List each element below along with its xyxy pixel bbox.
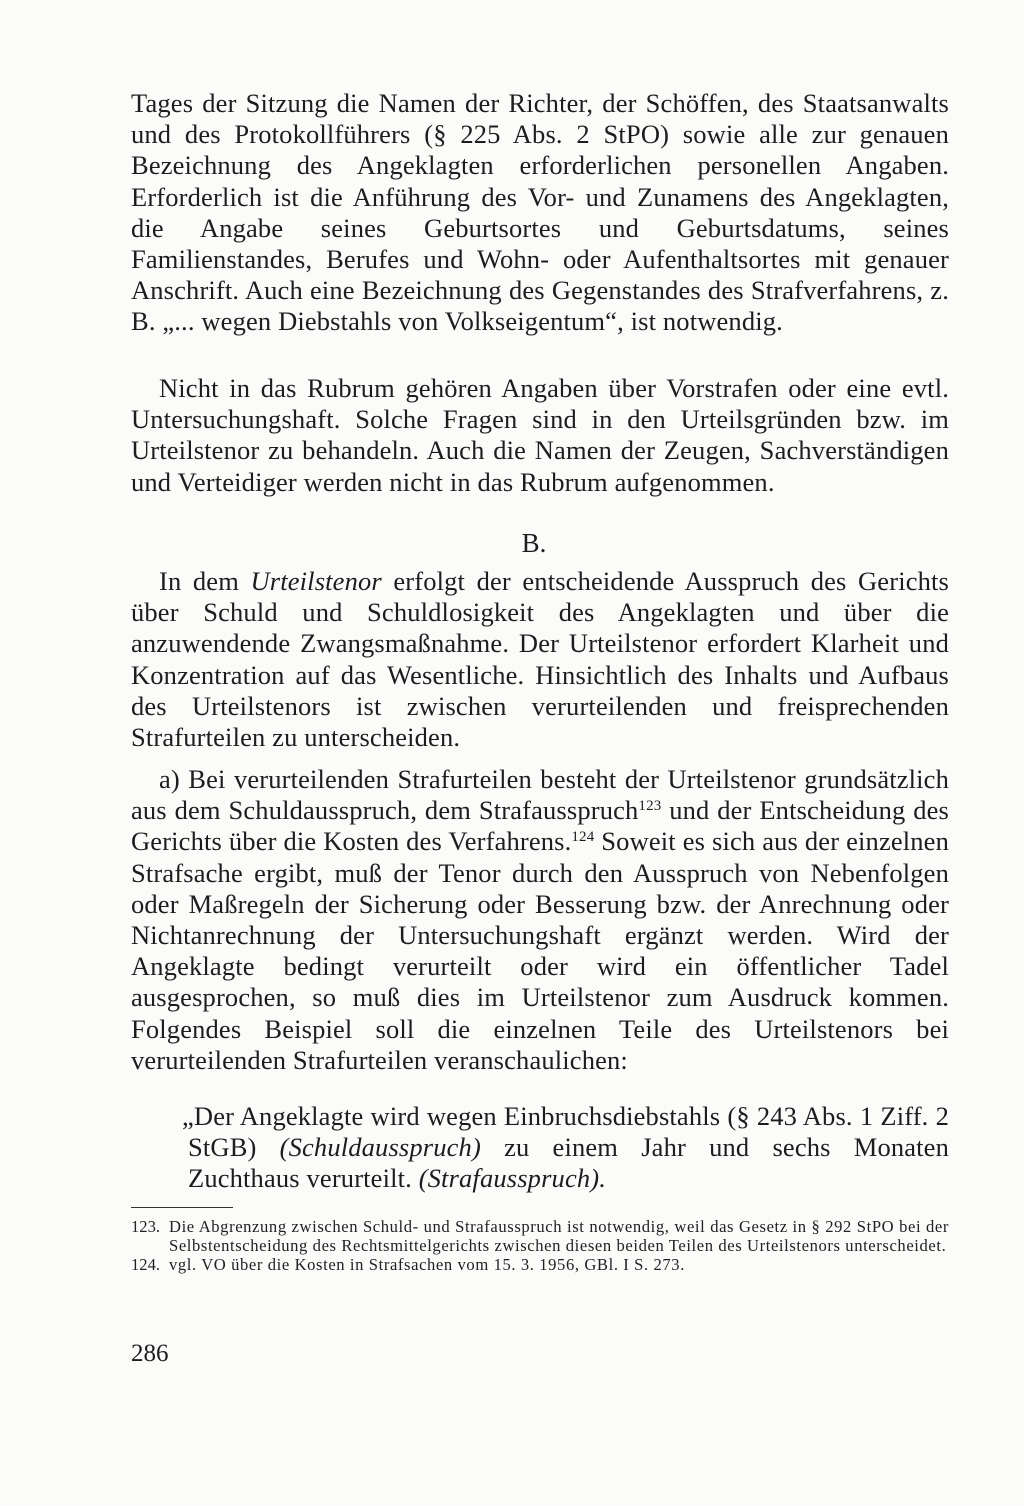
example-quote [182,1101,949,1195]
paragraph-text: Tages der Sitzung die Namen der Richter, der Schöffen, des Staatsanwalts und des Protokollführers (§ 225 Abs. 2 StPO) sowie alle zur genauen Bezeichnung des Angeklagten erforderlichen personellen Angaben. Erforderlich ist die Anführung des Vor- und Zunamens des Angeklagten, die Angabe seines Geburtsortes und Geburtsdatums, seines Familienstandes, Berufes und Wohn- oder Aufenthaltsortes mit genauer Anschrift. Auch eine Bezeichnung des Gegenstandes des Strafverfahrens, z. B. „... wegen Diebstahls von Volkseigentum“, ist notwendig. [131,88,949,337]
emphasis-term: (Strafausspruch). [418,1163,606,1194]
footnote-123 [131,1218,949,1255]
paragraph-verurteilende-strafurteile [131,764,949,1076]
paragraph-text: Nicht in das Rubrum gehören Angaben über Vorstrafen oder eine evtl. Untersuchungshaft. Solche Fragen sind in den Urteilsgründen bzw. im Urteilstenor zu behandeln. Auch die Namen der Zeugen, Sachverständigen und Verteidiger werden nicht in das Rubrum aufgenommen. [131,373,949,497]
page-number: 286 [131,1340,169,1367]
section-heading: B. [521,528,547,558]
text-run: Soweit es sich aus der einzelnen Strafsache ergibt, muß der Tenor durch den Ausspruch von Nebenfolgen oder Maßregeln der Sicherung oder Besserung bzw. der Anrechnung oder Nichtanrechnung der Untersuchungshaft ergänzt werden. Wird der Angeklagte bedingt verurteilt oder wird ein öffentlicher Tadel ausgesprochen, so muß dies im Urteilstenor zum Ausdruck kommen. Folgendes Beispiel soll die einzelnen Teile des Urteilstenors bei verurteilenden Strafurteilen veranschaulichen: [131,826,949,1075]
paragraph-text [131,764,949,1076]
footnote-text: Die Abgrenzung zwischen Schuld- und Strafausspruch ist notwendig, weil das Gesetz in § 292 StPO bei der Selbstentscheidung des Rechtsmittelgerichts zwischen diesen beiden Teilen des Urteilstenors unterscheidet. [169,1217,949,1255]
emphasis-term: Urteilstenor [250,566,382,596]
text-run: In dem [159,566,251,596]
emphasis-term: (Schuldausspruch) [279,1132,481,1163]
footnote-number: 123. [131,1217,161,1236]
footnote-number: 124. [131,1255,161,1275]
paragraph-rubrum-details [131,88,949,338]
footnote-text: vgl. VO über die Kosten in Strafsachen vom 15. 3. 1956, GBl. I S. 273. [169,1255,685,1275]
paragraph-urteilstenor [131,566,949,753]
footnote-divider [131,1207,233,1208]
text-run: erfolgt der entscheidende Ausspruch des Gerichts über Schuld und Schuldlosigkeit des Angeklagten und über die anzuwendende Zwangsmaßnahme. Der Urteilstenor erfordert Klarheit und Konzentration auf das Wesentliche. Hinsichtlich des Inhalts und Aufbaus des Urteilstenors ist zwischen verurteilenden und freisprechenden Strafurteilen zu unterscheiden. [131,566,949,753]
paragraph-text [131,566,949,753]
text-run: „Der Angeklagte wird wegen Einbruchsdiebstahls (§ 243 Abs. 1 Ziff. 2 StGB) [182,1101,949,1163]
paragraph-rubrum-exclusions [131,373,949,498]
text-run: zu einem Jahr und sechs Monaten Zuchthaus verurteilt. [188,1132,949,1194]
footnote-124 [131,1256,949,1275]
quote-text [182,1101,949,1195]
footnotes [131,1218,949,1275]
footnote-ref-123: 123 [638,798,662,815]
text-run: a) Bei verurteilenden Strafurteilen besteht der Urteilstenor grundsätzlich aus dem Schuldausspruch, dem Strafausspruch [131,764,949,826]
text-run: und der Entscheidung des Gerichts über die Kosten des Verfahrens. [131,795,949,857]
footnote-ref-124: 124 [571,829,595,846]
